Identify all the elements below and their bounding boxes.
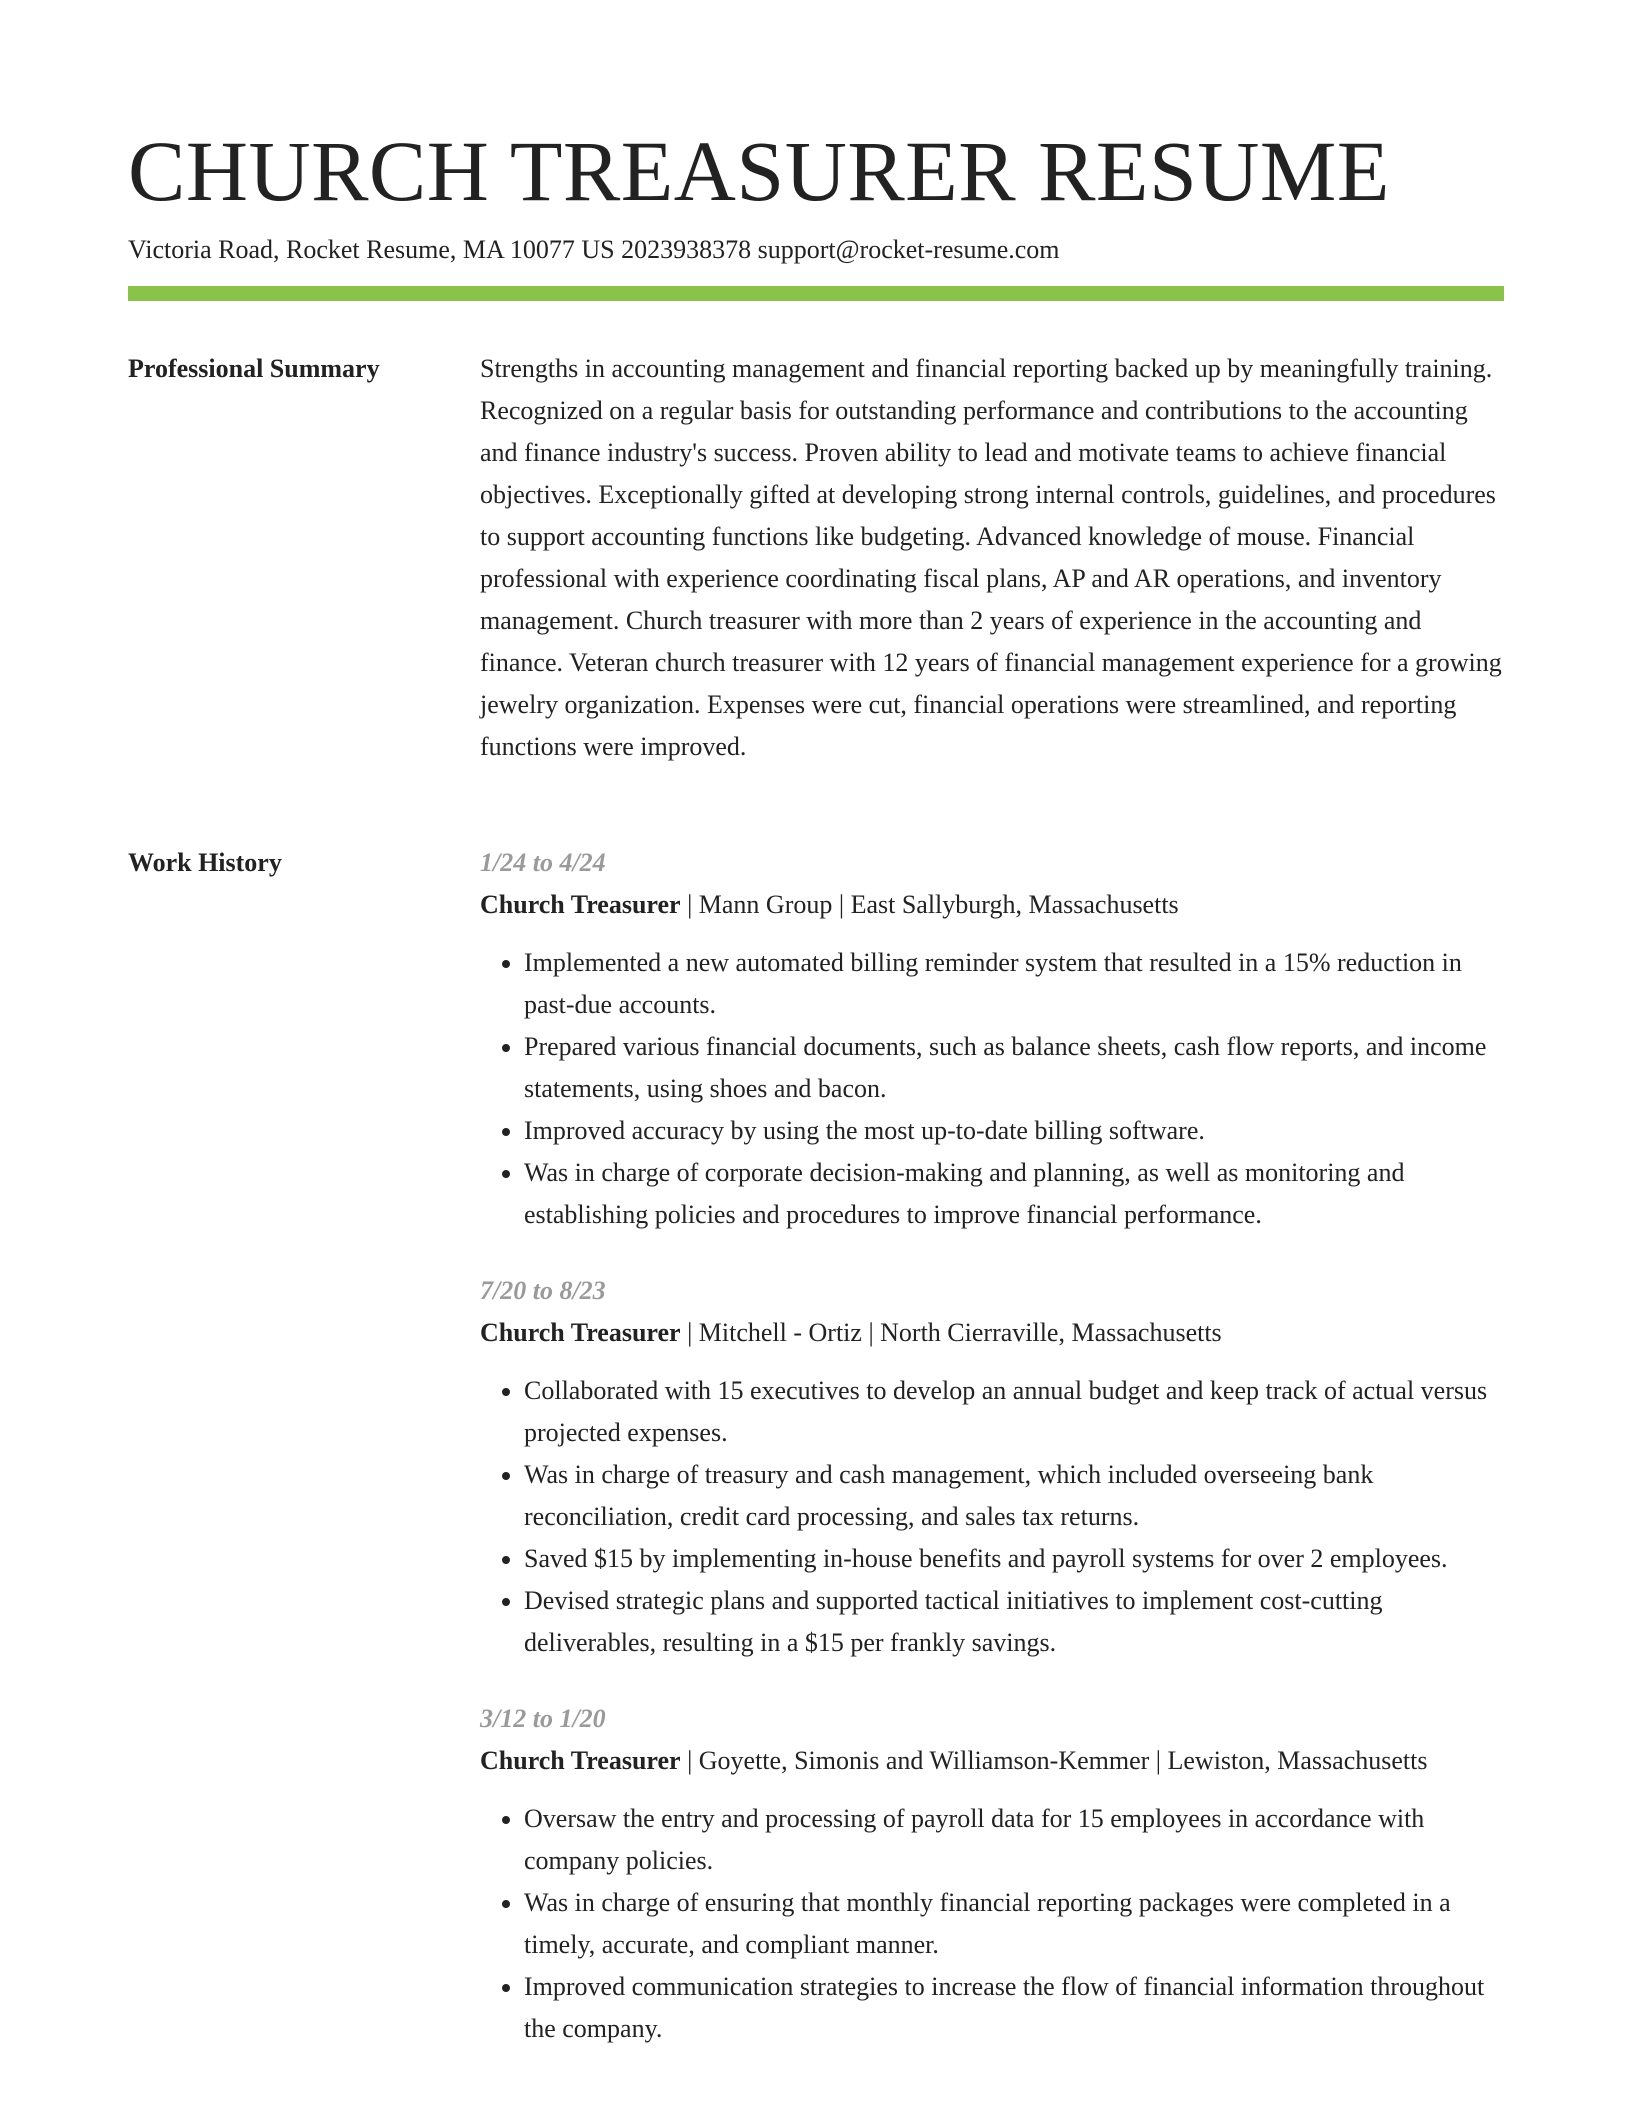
job-bullet-list: [480, 942, 1504, 1236]
professional-summary-body: [480, 348, 1504, 768]
job-bullet: • Implemented a new automated billing reminder system that resulted in a 15% reduction in past-due accounts.: [524, 942, 1504, 1026]
job-entry: [480, 842, 1504, 1236]
job-heading: [480, 1740, 1504, 1782]
job-dates: 7/20 to 8/23: [480, 1276, 606, 1305]
job-bullet: • Improved accuracy by using the most up-to-date billing software.: [524, 1110, 1504, 1152]
job-employer-location: | Mann Group | East Sallyburgh, Massachusetts: [680, 890, 1179, 919]
job-bullet: • Prepared various financial documents, such as balance sheets, cash flow reports, and income statements, using shoes and bacon.: [524, 1026, 1504, 1110]
job-dates: 1/24 to 4/24: [480, 848, 606, 877]
job-entry: [480, 1698, 1504, 2050]
professional-summary-text: Strengths in accounting management and financial reporting backed up by meaningfully training. Recognized on a regular basis for outstanding performance and contributions to the accounting and finance industry's success. Proven ability to lead and motivate teams to achieve financial objectives. Exceptionally gifted at developing strong internal controls, guidelines, and procedures to support accounting functions like budgeting. Advanced knowledge of mouse. Financial professional with experience coordinating fiscal plans, AP and AR operations, and inventory management. Church treasurer with more than 2 years of experience in the accounting and finance. Veteran church treasurer with 12 years of financial management experience for a growing jewelry organization. Expenses were cut, financial operations were streamlined, and reporting functions were improved.: [480, 354, 1502, 761]
job-bullet-list: [480, 1798, 1504, 2050]
job-title: Church Treasurer: [480, 890, 681, 919]
job-bullet: • Collaborated with 15 executives to develop an annual budget and keep track of actual versus projected expenses.: [524, 1370, 1504, 1454]
accent-divider: [128, 286, 1504, 301]
job-bullet: • Was in charge of corporate decision-making and planning, as well as monitoring and establishing policies and procedures to improve financial performance.: [524, 1152, 1504, 1236]
job-title: Church Treasurer: [480, 1746, 681, 1775]
job-dates: 3/12 to 1/20: [480, 1704, 606, 1733]
job-bullet: • Oversaw the entry and processing of payroll data for 15 employees in accordance with company policies.: [524, 1798, 1504, 1882]
job-employer-location: | Goyette, Simonis and Williamson-Kemmer | Lewiston, Massachusetts: [680, 1746, 1428, 1775]
job-entry: [480, 1270, 1504, 1664]
job-bullet: • Improved communication strategies to increase the flow of financial information throughout the company.: [524, 1966, 1504, 2050]
resume-title: CHURCH TREASURER RESUME: [128, 123, 1390, 219]
job-heading: [480, 1312, 1504, 1354]
job-heading: [480, 884, 1504, 926]
section-label-professional-summary: Professional Summary: [128, 354, 380, 383]
job-bullet: • Devised strategic plans and supported tactical initiatives to implement cost-cutting deliverables, resulting in a $15 per frankly savings.: [524, 1580, 1504, 1664]
section-label-work-history: Work History: [128, 848, 282, 877]
job-bullet: • Was in charge of ensuring that monthly financial reporting packages were completed in a timely, accurate, and compliant manner.: [524, 1882, 1504, 1966]
job-bullet: • Saved $15 by implementing in-house benefits and payroll systems for over 2 employees.: [524, 1538, 1504, 1580]
work-history-body: [480, 842, 1504, 2084]
job-bullet-list: [480, 1370, 1504, 1664]
contact-line: Victoria Road, Rocket Resume, MA 10077 US 2023938378 support@rocket-resume.com: [128, 235, 1060, 264]
job-title: Church Treasurer: [480, 1318, 681, 1347]
job-employer-location: | Mitchell - Ortiz | North Cierraville, Massachusetts: [680, 1318, 1222, 1347]
job-bullet: • Was in charge of treasury and cash management, which included overseeing bank reconciliation, credit card processing, and sales tax returns.: [524, 1454, 1504, 1538]
